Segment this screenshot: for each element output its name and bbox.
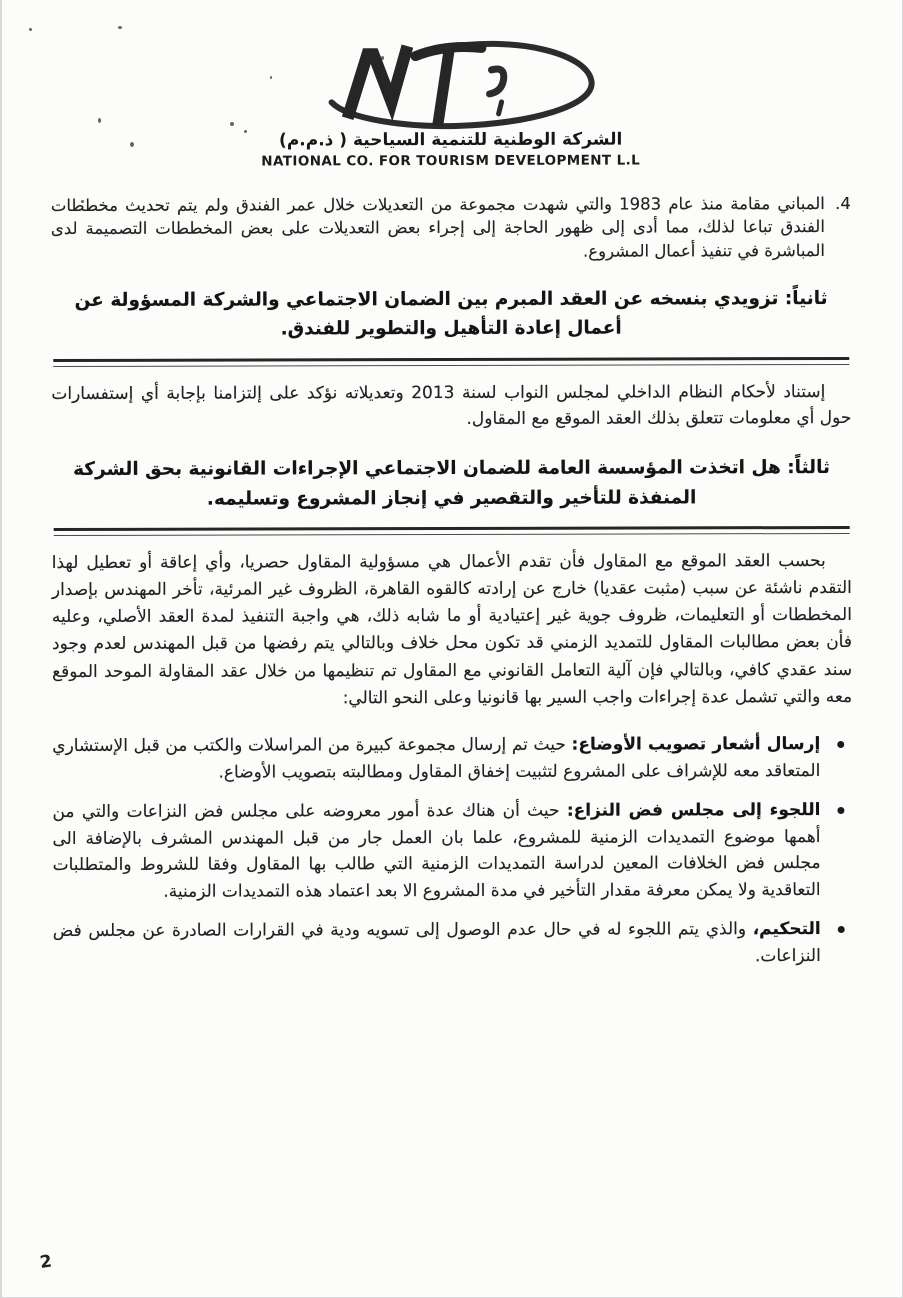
- double-rule-divider: [53, 357, 849, 367]
- section-2-answer: إستناد لأحكام النظام الداخلي لمجلس النواب لسنة 2013 وتعديلاته نؤكد على إلتزامنا بإجابة أي إستفسارات حول أي معلومات تتعلق بذلك العقد الموقع مع المقاول.: [50, 381, 851, 430]
- list-item-notices: [52, 731, 852, 787]
- item-text: المباني مقامة منذ عام 1983 والتي شهدت مجموعة من التعديلات خلال عمر الفندق ولم يتم تحديث مخططات الفندق تباعا لذلك، مما أدى إلى ظهور الحاجة إلى إجراء بعض التعديلات على بعض المخططات التصميمة لدى المباشرة في تنفيذ أعمال المشروع.: [50, 194, 825, 261]
- numbered-item-4: [50, 192, 850, 264]
- ntd-company-logo-icon: [295, 36, 605, 129]
- document-body: [50, 192, 852, 972]
- bullet-icon: [837, 926, 844, 933]
- bullet-icon: [837, 741, 844, 748]
- list-item-dispute-board: [52, 797, 852, 907]
- bullet-icon: [837, 807, 844, 814]
- list-item-arbitration: [52, 916, 852, 972]
- section-2-heading: ثانياً: تزويدي بنسخه عن العقد المبرم بين الضمان الاجتماعي والشركة المسؤولة عن أعمال إعادة التأهيل والتطوير للفندق.: [74, 288, 828, 340]
- letterhead: [50, 35, 850, 170]
- list-item-lead: إرسال أشعار تصويب الأوضاع:: [571, 733, 820, 755]
- company-name-arabic: الشركة الوطنية للتنمية السياحية ( ذ.م.م): [278, 129, 622, 151]
- section-3-answer-intro: بحسب العقد الموقع مع المقاول فأن تقدم الأعمال هي مسؤولية المقاول حصريا، وأي إعاقة أو تعطيل لهذا التقدم ناشئة عن سبب (مثبت عقديا) خارج عن إرادته كالقوه القاهرة، الظروف غير المرئية، تأخر المهندس بإصدار المخططات أو التعليمات، ظروف جوية غير إعتيادية أو ما شابه ذلك، هي واجبة التنفيذ لمدة العقد الأصلي، وعليه فأن بعض مطالبات المقاول للتمديد الزمني قد تكون محل خلاف وبالتالي يتم رفضها من قبل المهندس لعدم وجود سند عقدي كافي، وبالتالي فإن آلية التعامل القانوني مع المقاول تم تنظيمها من خلال عقد المقاولة الموحد الموقع معه والتي تشمل عدة إجراءات واجب السير بها قانونيا وعلى النحو التالي:: [51, 550, 852, 709]
- list-item-text: حيث أن هناك عدة أمور معروضه على مجلس فض النزاعات والتي من أهمها موضوع التمديدات الزمنية للمشروع، علما بان العمل جار من قبل المهندس المشرف بالإضافة الى مجلس فض الخلافات المعين لدراسة التمديدات الزمنية التي طالب بها المقاول وفقا للشروط والمتطلبات التعاقدية ولا يمكن معرفة مقدار التأخير في مدة المشروع الا بعد اعتماد هذه التمديدات الزمنية.: [51, 800, 821, 903]
- page-number-mark: 2: [38, 1251, 53, 1273]
- list-item-lead: التحكيم،: [752, 919, 821, 940]
- scanned-document-page: [2, 0, 902, 1297]
- legal-procedures-list: [52, 731, 853, 972]
- item-number: 4.: [834, 193, 851, 213]
- double-rule-divider: [53, 526, 849, 536]
- list-item-lead: اللجوء إلى مجلس فض النزاع:: [566, 799, 820, 821]
- company-name-english: NATIONAL CO. FOR TOURISM DEVELOPMENT L.L: [260, 152, 640, 170]
- list-item-text: والذي يتم اللجوء له في حال عدم الوصول إلى تسويه ودية في القرارات الصادرة عن مجلس فض النزاعات.: [52, 919, 821, 967]
- section-3-heading: ثالثاً: هل اتخذت المؤسسة العامة للضمان الاجتماعي الإجراءات القانونية بحق الشركة المنفذة للتأخير والتقصير في إنجاز المشروع وتسليمه.: [72, 457, 830, 510]
- list-item-text: حيث تم إرسال مجموعة كبيرة من المراسلات والكتب من قبل الإستشاري المتعاقد معه للإشراف على المشروع لتثبيت إخفاق المقاول ومطالبته بتصويب الأوضاع.: [51, 734, 820, 783]
